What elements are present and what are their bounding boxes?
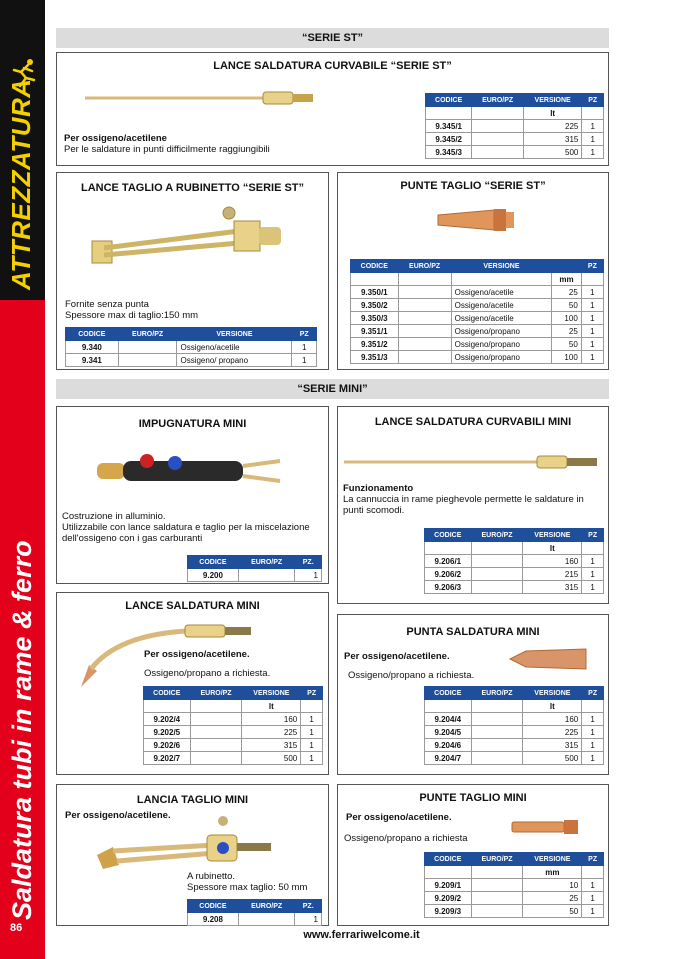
welding-lance-image (83, 87, 319, 109)
column-header: CODICE (425, 853, 472, 866)
mini-lance-image (342, 453, 604, 471)
column-header: EURO/PZ (398, 260, 451, 273)
column-header: PZ (582, 94, 604, 107)
lancia-taglio-mini-box (56, 784, 329, 926)
table-cell: 9.202/5 (144, 726, 191, 739)
table-cell (471, 905, 523, 918)
box-title: PUNTE TAGLIO MINI (419, 792, 527, 804)
table-row (425, 866, 604, 879)
sidebar-category-label: ATTREZZATURA (6, 78, 36, 290)
table-row (351, 325, 604, 338)
table-row (66, 354, 317, 367)
box-title: LANCIA TAGLIO MINI (136, 794, 249, 806)
table-cell: Ossigeno/acetile (451, 312, 552, 325)
table-cell (426, 107, 472, 120)
table-cell: 25 (552, 286, 582, 299)
desc-line: dell'ossigeno con i gas carburanti (62, 533, 203, 544)
table-cell (398, 338, 451, 351)
table-cell: 50 (523, 905, 582, 918)
table-cell: 25 (523, 892, 582, 905)
table-cell: 1 (581, 299, 603, 312)
desc-line: Spessore max di taglio:150 mm (65, 310, 199, 321)
table-cell (190, 752, 242, 765)
welding-tip-image (508, 647, 590, 671)
table-cell: lt (523, 700, 582, 713)
table-cell: 1 (301, 752, 323, 765)
lance-curvabili-mini-box (337, 406, 609, 604)
table-cell: 1 (295, 913, 322, 926)
table-cell (472, 146, 524, 159)
table-row (425, 581, 604, 594)
spec-table (187, 899, 322, 926)
table-cell: 1 (582, 713, 604, 726)
table-row (188, 913, 322, 926)
table-cell (471, 542, 523, 555)
table-cell (190, 713, 242, 726)
desc-line: Per ossigeno/acetilene. (65, 810, 171, 821)
table-cell: 9.202/6 (144, 739, 191, 752)
table-cell: 1 (581, 286, 603, 299)
desc-line: Ossigeno/propano a richiesta. (144, 668, 271, 679)
table-row (351, 273, 604, 286)
desc-line: Per ossigeno/acetilene. (344, 651, 450, 662)
table-cell: 9.351/2 (351, 338, 399, 351)
table-cell: 1 (581, 312, 603, 325)
table-row (66, 328, 317, 341)
serie-st-header: “SERIE ST” (56, 28, 609, 48)
table-cell: Ossigeno/acetile (451, 286, 552, 299)
table-cell (398, 325, 451, 338)
table-cell (190, 700, 242, 713)
table-cell (398, 299, 451, 312)
table-cell (471, 892, 523, 905)
table-cell: 1 (582, 905, 604, 918)
table-cell: 500 (242, 752, 301, 765)
table-cell (144, 700, 191, 713)
table-row (425, 568, 604, 581)
table-cell: 9.202/4 (144, 713, 191, 726)
table-cell: 160 (523, 555, 582, 568)
table-cell: 1 (582, 555, 604, 568)
table-row (144, 739, 323, 752)
table-cell (582, 542, 604, 555)
column-header: VERSIONE (451, 260, 552, 273)
table-cell: 1 (292, 341, 317, 354)
spec-table (424, 852, 604, 918)
table-cell: 315 (523, 581, 582, 594)
column-header: EURO/PZ (471, 687, 523, 700)
box-title: LANCE SALDATURA MINI (125, 600, 260, 612)
table-row (425, 752, 604, 765)
table-cell: 9.345/2 (426, 133, 472, 146)
table-cell: 1 (301, 726, 323, 739)
table-cell: 9.351/3 (351, 351, 399, 364)
desc-line: Per le saldature in punti difficilmente raggiungibili (64, 144, 270, 155)
table-cell (451, 273, 552, 286)
table-row (425, 892, 604, 905)
column-header: CODICE (144, 687, 191, 700)
column-header: CODICE (66, 328, 119, 341)
table-cell (471, 568, 523, 581)
table-row (188, 569, 322, 582)
column-header: PZ. (295, 556, 322, 569)
desc-line: Funzionamento (343, 483, 414, 494)
table-cell: 10 (523, 879, 582, 892)
desc-line: Costruzione in alluminio. (62, 511, 166, 522)
table-cell: 225 (523, 120, 581, 133)
column-header (552, 260, 582, 273)
table-cell (582, 107, 604, 120)
table-row (351, 338, 604, 351)
table-cell: 500 (523, 146, 581, 159)
table-cell: 100 (552, 312, 582, 325)
punta-saldatura-mini-box (337, 614, 609, 775)
table-cell: Ossigeno/acetile (451, 299, 552, 312)
lance-taglio-st-box (56, 172, 329, 370)
table-cell: 9.350/2 (351, 299, 399, 312)
table-cell: 1 (301, 739, 323, 752)
table-cell: 9.204/6 (425, 739, 472, 752)
column-header: PZ (582, 853, 604, 866)
column-header: EURO/PZ (238, 900, 295, 913)
table-cell: 1 (582, 120, 604, 133)
desc-line: Ossigeno/propano a richiesta. (348, 670, 475, 681)
spec-table (187, 555, 322, 582)
table-cell (351, 273, 399, 286)
table-cell: 1 (581, 325, 603, 338)
table-cell (582, 700, 604, 713)
table-cell (398, 273, 451, 286)
box-title: LANCE TAGLIO A RUBINETTO “SERIE ST” (80, 182, 305, 194)
table-cell: 225 (523, 726, 582, 739)
desc-line: La cannuccia in rame pieghevole permette le saldature in (343, 494, 584, 505)
column-header: CODICE (351, 260, 399, 273)
lance-saldatura-mini-box (56, 592, 329, 775)
table-row (425, 687, 604, 700)
table-cell: 500 (523, 752, 582, 765)
table-cell (472, 120, 524, 133)
table-cell: 225 (242, 726, 301, 739)
page-number: 86 (10, 922, 23, 934)
table-cell: 1 (301, 713, 323, 726)
table-row (425, 905, 604, 918)
spec-table (65, 327, 317, 367)
table-cell: 1 (582, 739, 604, 752)
column-header: PZ (582, 687, 604, 700)
table-row (351, 351, 604, 364)
table-row (144, 726, 323, 739)
table-cell: 215 (523, 568, 582, 581)
table-row (188, 900, 322, 913)
table-cell: lt (523, 542, 582, 555)
table-cell: 1 (582, 892, 604, 905)
column-header: VERSIONE (523, 853, 582, 866)
mini-cutting-tip-image (510, 819, 582, 835)
table-cell (471, 555, 523, 568)
serie-mini-header: “SERIE MINI” (56, 379, 609, 399)
table-cell: 9.351/1 (351, 325, 399, 338)
column-header: EURO/PZ (190, 687, 242, 700)
column-header: EURO/PZ (472, 94, 524, 107)
table-cell: 9.200 (188, 569, 239, 582)
table-cell: 9.341 (66, 354, 119, 367)
table-cell: 9.340 (66, 341, 119, 354)
table-cell: Ossigeno/acetile (177, 341, 292, 354)
table-cell: 315 (523, 133, 581, 146)
table-cell (472, 107, 524, 120)
table-cell (471, 713, 523, 726)
table-row (351, 299, 604, 312)
spec-table (424, 686, 604, 765)
table-cell (425, 542, 472, 555)
desc-line: Utilizzabile con lance saldatura e taglio per la miscelazione (62, 522, 310, 533)
table-cell: 9.206/3 (425, 581, 472, 594)
column-header: CODICE (425, 529, 472, 542)
table-cell (190, 739, 242, 752)
table-cell (238, 913, 295, 926)
table-cell: 1 (582, 133, 604, 146)
table-cell: 1 (582, 146, 604, 159)
cutting-lance-image (89, 203, 289, 268)
table-cell: Ossigeno/propano (451, 351, 552, 364)
table-row (426, 133, 604, 146)
table-cell (471, 581, 523, 594)
table-cell (582, 866, 604, 879)
table-cell: 9.204/7 (425, 752, 472, 765)
column-header: PZ (292, 328, 317, 341)
table-row (425, 713, 604, 726)
column-header: CODICE (188, 900, 239, 913)
table-row (425, 879, 604, 892)
table-cell: 315 (523, 739, 582, 752)
table-cell (471, 726, 523, 739)
table-cell: 9.202/7 (144, 752, 191, 765)
table-row (425, 853, 604, 866)
table-row (425, 739, 604, 752)
column-header: VERSIONE (177, 328, 292, 341)
table-cell: Ossigeno/propano (451, 325, 552, 338)
table-row (425, 529, 604, 542)
column-header: VERSIONE (523, 529, 582, 542)
handle-image (95, 451, 295, 491)
column-header: PZ (582, 529, 604, 542)
table-cell: 9.206/1 (425, 555, 472, 568)
column-header: EURO/PZ (471, 529, 523, 542)
desc-line: punti scomodi. (343, 505, 405, 516)
column-header: EURO/PZ (238, 556, 295, 569)
table-cell: 1 (582, 879, 604, 892)
table-row (144, 687, 323, 700)
cutting-tip-image (436, 207, 518, 233)
column-header: VERSIONE (242, 687, 301, 700)
table-row (425, 542, 604, 555)
table-cell: 9.209/1 (425, 879, 472, 892)
table-cell (581, 273, 603, 286)
table-row (426, 107, 604, 120)
desc-line: Fornite senza punta (65, 299, 149, 310)
desc-line: Ossigeno/propano a richiesta (344, 833, 468, 844)
table-cell: 9.206/2 (425, 568, 472, 581)
table-row (351, 312, 604, 325)
table-cell (425, 866, 472, 879)
table-cell: lt (523, 107, 581, 120)
box-title: LANCE SALDATURA CURVABILE “SERIE ST” (213, 60, 452, 72)
column-header: VERSIONE (523, 94, 581, 107)
table-cell: 315 (242, 739, 301, 752)
box-title: PUNTA SALDATURA MINI (406, 626, 540, 638)
table-cell: 50 (552, 338, 582, 351)
table-cell: 9.209/3 (425, 905, 472, 918)
spec-table (425, 93, 604, 159)
box-title: IMPUGNATURA MINI (138, 418, 247, 430)
table-cell: 1 (295, 569, 322, 582)
box-title: LANCE SALDATURA CURVABILI MINI (374, 416, 572, 428)
table-row (144, 752, 323, 765)
table-cell (471, 752, 523, 765)
punte-taglio-mini-box (337, 784, 609, 926)
table-row (425, 700, 604, 713)
column-header: EURO/PZ (471, 853, 523, 866)
table-cell: 160 (242, 713, 301, 726)
table-cell (398, 312, 451, 325)
column-header: PZ (301, 687, 323, 700)
table-cell: 1 (581, 338, 603, 351)
table-cell (425, 700, 472, 713)
column-header: CODICE (426, 94, 472, 107)
table-cell: 25 (552, 325, 582, 338)
table-cell: 9.350/1 (351, 286, 399, 299)
desc-line: Spessore max taglio: 50 mm (187, 882, 308, 893)
table-cell (118, 354, 177, 367)
impugnatura-mini-box (56, 406, 329, 584)
table-cell (398, 351, 451, 364)
table-cell: 100 (552, 351, 582, 364)
table-cell (238, 569, 295, 582)
sidebar-section-label: Saldatura tubi in rame & ferro (7, 540, 37, 920)
table-cell: mm (552, 273, 582, 286)
table-cell (471, 739, 523, 752)
table-cell: 50 (552, 299, 582, 312)
table-cell: 9.345/1 (426, 120, 472, 133)
table-row (66, 341, 317, 354)
table-row (425, 726, 604, 739)
table-cell (398, 286, 451, 299)
table-cell: Ossigeno/propano (451, 338, 552, 351)
column-header: EURO/PZ (118, 328, 177, 341)
table-cell: 1 (581, 351, 603, 364)
table-cell: lt (242, 700, 301, 713)
table-cell: 1 (582, 581, 604, 594)
column-header: PZ (581, 260, 603, 273)
table-cell (301, 700, 323, 713)
table-cell: 9.350/3 (351, 312, 399, 325)
table-cell (190, 726, 242, 739)
table-row (351, 260, 604, 273)
column-header: CODICE (425, 687, 472, 700)
table-row (351, 286, 604, 299)
punte-taglio-st-box (337, 172, 609, 370)
table-cell: 1 (582, 726, 604, 739)
table-cell: mm (523, 866, 582, 879)
column-header: VERSIONE (523, 687, 582, 700)
table-cell (472, 133, 524, 146)
table-row (188, 556, 322, 569)
table-cell: 9.204/5 (425, 726, 472, 739)
table-cell: 1 (292, 354, 317, 367)
table-row (426, 120, 604, 133)
table-row (144, 713, 323, 726)
table-cell: 9.345/3 (426, 146, 472, 159)
table-row (425, 555, 604, 568)
table-row (426, 146, 604, 159)
table-cell: 9.208 (188, 913, 239, 926)
spec-table (350, 259, 604, 364)
table-cell: 9.204/4 (425, 713, 472, 726)
desc-line: Per ossigeno/acetilene. (346, 812, 452, 823)
table-cell: 1 (582, 568, 604, 581)
desc-line: Per ossigeno/acetilene. (144, 649, 250, 660)
spec-table (143, 686, 323, 765)
box-title: PUNTE TAGLIO “SERIE ST” (400, 180, 546, 192)
table-cell: 9.209/2 (425, 892, 472, 905)
table-cell: 160 (523, 713, 582, 726)
table-row (144, 700, 323, 713)
table-cell (471, 866, 523, 879)
website-link[interactable]: www.ferrariwelcome.it (303, 929, 420, 941)
mini-cutting-lance-image (95, 815, 281, 871)
table-cell: 1 (582, 752, 604, 765)
table-row (426, 94, 604, 107)
spec-table (424, 528, 604, 594)
table-cell: Ossigeno/ propano (177, 354, 292, 367)
desc-line: A rubinetto. (187, 871, 236, 882)
lance-curvabile-st-box (56, 52, 609, 166)
table-cell (118, 341, 177, 354)
table-cell (471, 700, 523, 713)
column-header: CODICE (188, 556, 239, 569)
table-cell (471, 879, 523, 892)
desc-line: Per ossigeno/acetilene (64, 133, 167, 144)
column-header: PZ. (295, 900, 322, 913)
